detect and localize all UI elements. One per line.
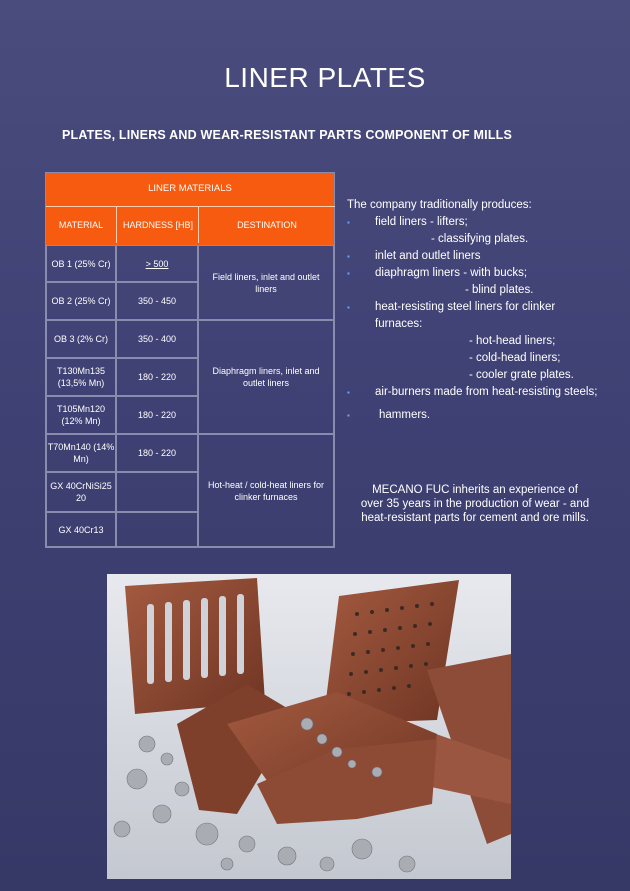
list-item: ▪ inlet and outlet liners bbox=[347, 248, 622, 265]
table-row-hardness: 180 - 220 bbox=[116, 396, 198, 434]
destination-cell: Field liners, inlet and outlet liners bbox=[198, 245, 334, 320]
list-item: ▪ heat-resisting steel liners for clinker bbox=[347, 299, 622, 316]
list-item: - classifying plates. bbox=[431, 233, 529, 245]
page-subtitle: PLATES, LINERS AND WEAR-RESISTANT PARTS COMPONENT OF MILLS bbox=[62, 128, 513, 142]
table-row-material: GX 40Cr13 bbox=[46, 512, 116, 547]
list-item: ▪ air-burners made from heat-resisting steels; bbox=[347, 384, 622, 401]
bullet-icon: ▪ bbox=[347, 252, 350, 261]
list-item: ▪ field liners - lifters; bbox=[347, 214, 622, 231]
bullet-icon: ▪ bbox=[347, 303, 350, 312]
destination-cell: Diaphragm liners, inlet and outlet liners bbox=[198, 320, 334, 434]
list-item: - cold-head liners; bbox=[469, 352, 561, 364]
products-intro: The company traditionally produces: bbox=[347, 199, 532, 211]
table-row-material: T130Mn135 (13,5% Mn) bbox=[46, 358, 116, 396]
destination-cell: Hot-heat / cold-heat liners for clinker furnaces bbox=[198, 434, 334, 547]
table-title: LINER MATERIALS bbox=[148, 183, 232, 194]
products-list bbox=[347, 197, 622, 424]
column-header-material: MATERIAL bbox=[46, 206, 116, 243]
liner-plates-illustration bbox=[107, 574, 511, 879]
table-row-material: T70Mn140 (14% Mn) bbox=[46, 434, 116, 472]
page-title: LINER PLATES bbox=[224, 62, 426, 93]
list-item: ▪ hammers. bbox=[347, 407, 622, 424]
company-note: MECANO FUC inherits an experience of over 35 years in the production of wear - and heat-resistant parts for cement and ore mills. bbox=[360, 484, 590, 524]
table-row-material: OB 2 (25% Cr) bbox=[46, 282, 116, 320]
table-row-hardness: 350 - 400 bbox=[116, 320, 198, 358]
list-item: furnaces: bbox=[375, 318, 423, 330]
bullet-icon: ▪ bbox=[347, 411, 350, 420]
bullet-icon: ▪ bbox=[347, 218, 350, 227]
bullet-icon: ▪ bbox=[347, 388, 350, 397]
table-row-hardness: 180 - 220 bbox=[116, 434, 198, 472]
table-row-material: OB 1 (25% Cr) bbox=[46, 245, 116, 282]
list-item: ▪ diaphragm liners - with bucks; bbox=[347, 265, 622, 282]
table-row-hardness: > 500 bbox=[116, 245, 198, 282]
liner-materials-table bbox=[45, 172, 335, 548]
table-row-material: OB 3 (2% Cr) bbox=[46, 320, 116, 358]
column-header-hardness: HARDNESS [HB] bbox=[116, 206, 199, 243]
table-row-hardness: 180 - 220 bbox=[116, 358, 198, 396]
list-item: - hot-head liners; bbox=[469, 335, 556, 347]
column-header-destination: DESTINATION bbox=[198, 206, 335, 243]
table-row-hardness bbox=[116, 472, 198, 512]
table-row-material: T105Mn120 (12% Mn) bbox=[46, 396, 116, 434]
list-item: - blind plates. bbox=[465, 284, 534, 296]
table-row-hardness bbox=[116, 512, 198, 547]
table-row-material: GX 40CrNiSi25 20 bbox=[46, 472, 116, 512]
liner-plates-photo bbox=[107, 574, 511, 879]
bullet-icon: ▪ bbox=[347, 269, 350, 278]
list-item: - cooler grate plates. bbox=[469, 369, 574, 381]
table-row-hardness: 350 - 450 bbox=[116, 282, 198, 320]
